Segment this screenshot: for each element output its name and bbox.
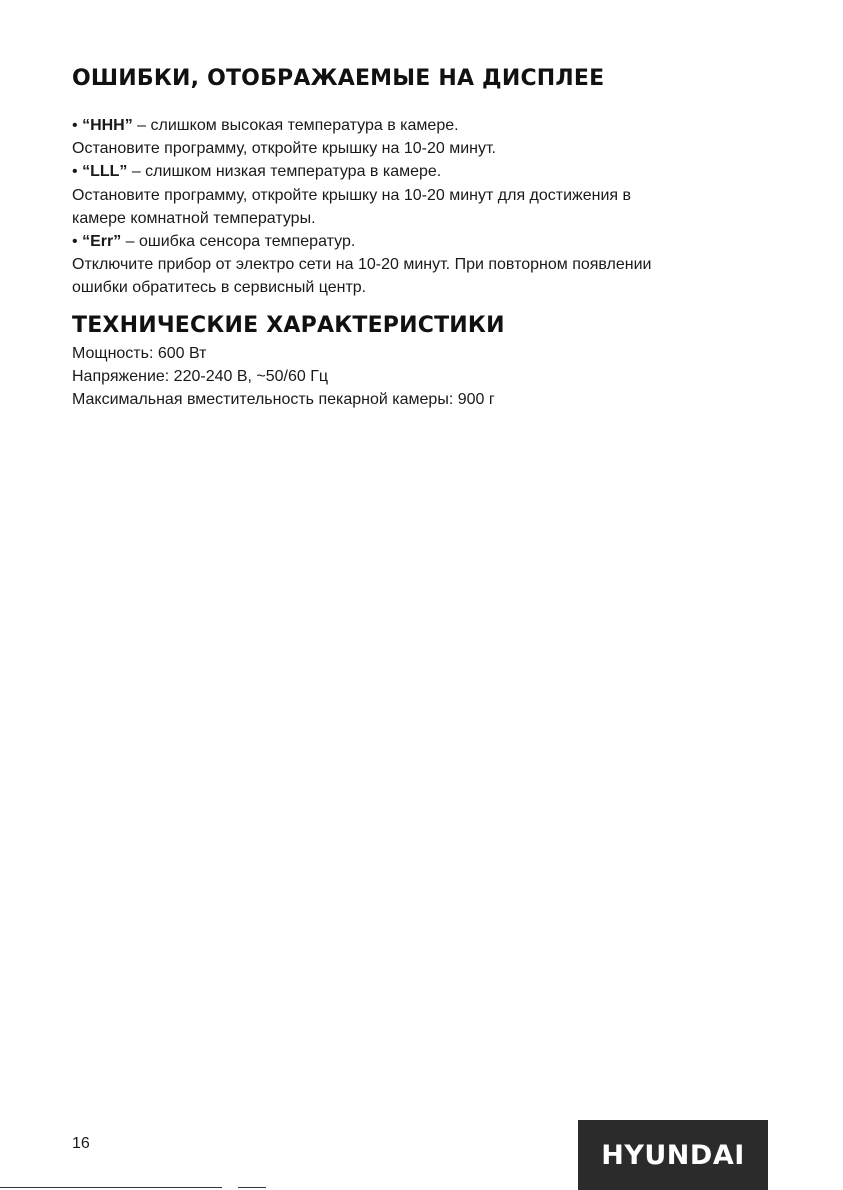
error-instruction: Остановите программу, откройте крышку на 10-20 минут. <box>72 140 496 158</box>
errors-list <box>72 114 772 300</box>
page-number: 16 <box>72 1135 90 1152</box>
error-instruction: камере комнатной температуры. <box>72 209 316 227</box>
error-code: “Err” <box>82 233 122 251</box>
specs-list <box>72 342 772 412</box>
bullet: • <box>72 163 78 181</box>
error-description: – слишком низкая температура в камере. <box>127 163 442 181</box>
error-item-err <box>72 230 772 253</box>
spec-capacity: Максимальная вместительность пекарной камеры: 900 г <box>72 391 495 409</box>
error-code: “LLL” <box>82 163 128 181</box>
brand-logo: HYUNDAI <box>578 1120 768 1190</box>
footer-divider <box>0 1187 222 1188</box>
error-description: – слишком высокая температура в камере. <box>132 117 459 134</box>
specs-heading: ТЕХНИЧЕСКИЕ ХАРАКТЕРИСТИКИ <box>72 313 505 338</box>
error-code: “HHH” <box>82 117 133 134</box>
error-instruction: Отключите прибор от электро сети на 10-20 минут. При повторном появлении <box>72 256 652 274</box>
footer-divider <box>238 1187 266 1188</box>
error-description: – ошибка сенсора температур. <box>121 233 356 251</box>
bullet: • <box>72 233 78 251</box>
error-instruction: ошибки обратитесь в сервисный центр. <box>72 279 367 297</box>
error-item-lll <box>72 160 772 183</box>
errors-heading: ОШИБКИ, ОТОБРАЖАЕМЫЕ НА ДИСПЛЕЕ <box>72 66 605 91</box>
error-instruction: Остановите программу, откройте крышку на 10-20 минут для достижения в <box>72 186 632 204</box>
bullet: • <box>72 117 78 134</box>
error-item-hhh <box>72 114 772 137</box>
spec-voltage: Напряжение: 220-240 В, ~50/60 Гц <box>72 368 329 386</box>
spec-power: Мощность: 600 Вт <box>72 345 207 362</box>
